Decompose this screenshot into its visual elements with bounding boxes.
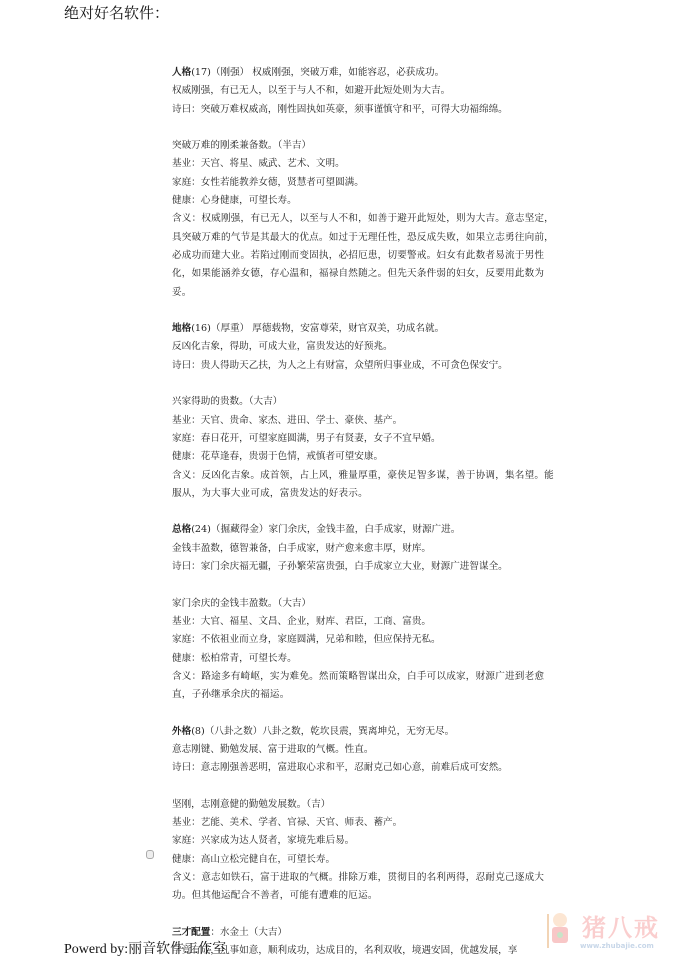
section-subtitle: 坚刚，志刚意健的勤勉发展数。（吉） xyxy=(172,798,331,810)
document-body xyxy=(172,64,557,961)
section-line: 学竟有成，凡事如意，顺利成功，达成目的，名利双收，境遇安固，优越发展，享 xyxy=(172,945,518,957)
detail-meaning: 含义：权威刚强，有已无人，以至与人不和，如善于避开此短处，则为大吉。意志坚定，具突破万难的气节是其最大的优点。如过于无理任性，恐反成失败，如果立志勇往向前，必成功而建大业。若陷过刚而变固执，必招厄患，切要警戒。妇女有此数者易流于男性化，如果能涵养女德，存心温和，福禄自然随之。但先天条件弱的妇女，反要用此数为妥。 xyxy=(172,213,554,298)
section-line: 权威刚强，有已无人，以至于与人不和，如避开此短处则为大吉。 xyxy=(172,85,451,97)
section-subtitle: 家门余庆的金钱丰盈数。（大吉） xyxy=(172,597,312,609)
mascot-icon xyxy=(544,910,574,950)
section-poem: 诗曰：贵人得助天乙扶，为人之上有财富，众望所归事业成，不可贪色保安宁。 xyxy=(172,359,508,371)
detail-meaning: 含义：意志如铁石，富于进取的气概。排除万难，贯彻目的名利两得，忍耐克己逐成大功。但其他运配合不善者，可能有遭难的厄运。 xyxy=(172,872,545,902)
section-poem: 诗曰：意志刚强善恶明，富进取心求和平，忍耐克己如心意，前难后成可安然。 xyxy=(172,762,508,774)
detail-jiye: 基业：大官、福星、文昌、企业，财库、君臣，工商、富贵。 xyxy=(172,615,432,627)
section-subtitle: 兴家得助的贵数。（大吉） xyxy=(172,396,283,408)
watermark-url: www.zhubajie.com xyxy=(580,942,654,950)
section-renge xyxy=(172,64,557,320)
heading-label: 人格 xyxy=(172,67,192,78)
section-line: 反凶化吉象，得助，可成大业，富贵发达的好预兆。 xyxy=(172,341,393,353)
heading-label: 地格 xyxy=(172,323,192,335)
detail-meaning: 含义：路途多有崎岖，实为难免。然而策略智谋出众，白手可以成家，财源广进到老愈直，子孙继承余庆的福运。 xyxy=(172,670,545,701)
detail-jiating: 家庭：兴家成为达人贤者，家境先难后易。 xyxy=(172,835,355,847)
heading-label: 三才配置 xyxy=(172,926,211,938)
watermark-brand: 猪八戒 xyxy=(582,914,660,942)
section-heading xyxy=(172,64,557,82)
section-heading xyxy=(172,521,557,539)
detail-jiating: 家庭：春日花开，可望家庭圆满，男子有贤妻，女子不宜早婚。 xyxy=(172,432,441,444)
detail-jiankang: 健康：松柏常青，可望长寿。 xyxy=(172,652,297,664)
section-heading xyxy=(172,723,557,741)
detail-meaning: 含义：反凶化吉象。成首领，占上风，雅量厚重，豪侠足智多谋，善于协调，集名望。能服从，为大事大业可成，富贵发达的好表示。 xyxy=(172,469,554,499)
section-zongge xyxy=(172,521,557,722)
detail-jiye: 基业：天宫、将星、威武、艺术、文明。 xyxy=(172,158,345,170)
heading-label: 外格 xyxy=(172,725,192,737)
section-poem: 诗曰：突破万难权威高，刚性固执如英豪，须事谨慎守和平，可得大功福绵绵。 xyxy=(172,103,508,115)
document-footer: Powerd by:丽音软件工作室 xyxy=(64,942,227,957)
watermark xyxy=(540,906,675,956)
section-heading xyxy=(172,320,557,338)
margin-marker-icon xyxy=(146,850,154,859)
detail-jiankang: 健康：花草逢春，贵弱于色情，戒慎者可望安康。 xyxy=(172,451,384,463)
heading-label: 总格 xyxy=(172,524,192,536)
detail-jiankang: 健康：高山立松完健自在，可望长寿。 xyxy=(172,853,336,865)
detail-jiating: 家庭：不依祖业而立身，家庭圆满，兄弟和睦，但应保持无私。 xyxy=(172,634,441,646)
section-subtitle: 突破万难的刚柔兼备数。（半吉） xyxy=(172,140,312,152)
section-line: 意志刚键、勤勉发展、富于进取的气概。性直。 xyxy=(172,743,374,755)
section-waige xyxy=(172,723,557,924)
heading-text: (24)（掘藏得金）家门余庆，金钱丰盈，白手成家，财源广进。 xyxy=(191,524,461,536)
section-heading xyxy=(172,924,557,942)
section-poem: 诗曰：家门余庆福无疆，子孙繁荣富贵强，白手成家立大业，财源广进智谋全。 xyxy=(172,561,508,573)
heading-text: ：水金土（大吉） xyxy=(210,926,288,938)
document-header: 绝对好名软件： xyxy=(64,4,170,22)
heading-text: (17)（刚强） 权威刚强，突破万难，如能容忍，必获成功。 xyxy=(191,67,445,78)
detail-jiye: 基业：天官、贵命、家杰、进田、学士、豪侠、基产。 xyxy=(172,414,403,426)
heading-text: (16)（厚重） 厚德载物，安富尊荣，财官双美，功成名就。 xyxy=(191,323,445,335)
detail-jiye: 基业：艺能、美术、学者、官禄、天官、师表、蓄产。 xyxy=(172,817,403,829)
heading-text: (8)（八卦之数）八卦之数，乾坎艮震，巽离坤兑，无穷无尽。 xyxy=(191,725,455,737)
section-dige xyxy=(172,320,557,521)
detail-jiating: 家庭：女性若能教养女德，贤慧者可望圆满。 xyxy=(172,176,364,188)
section-line: 金钱丰盈数，德智兼备，白手成家，财产愈来愈丰厚，财库。 xyxy=(172,542,432,554)
detail-jiankang: 健康：心身健康，可望长寿。 xyxy=(172,195,297,207)
section-sancai xyxy=(172,924,557,961)
